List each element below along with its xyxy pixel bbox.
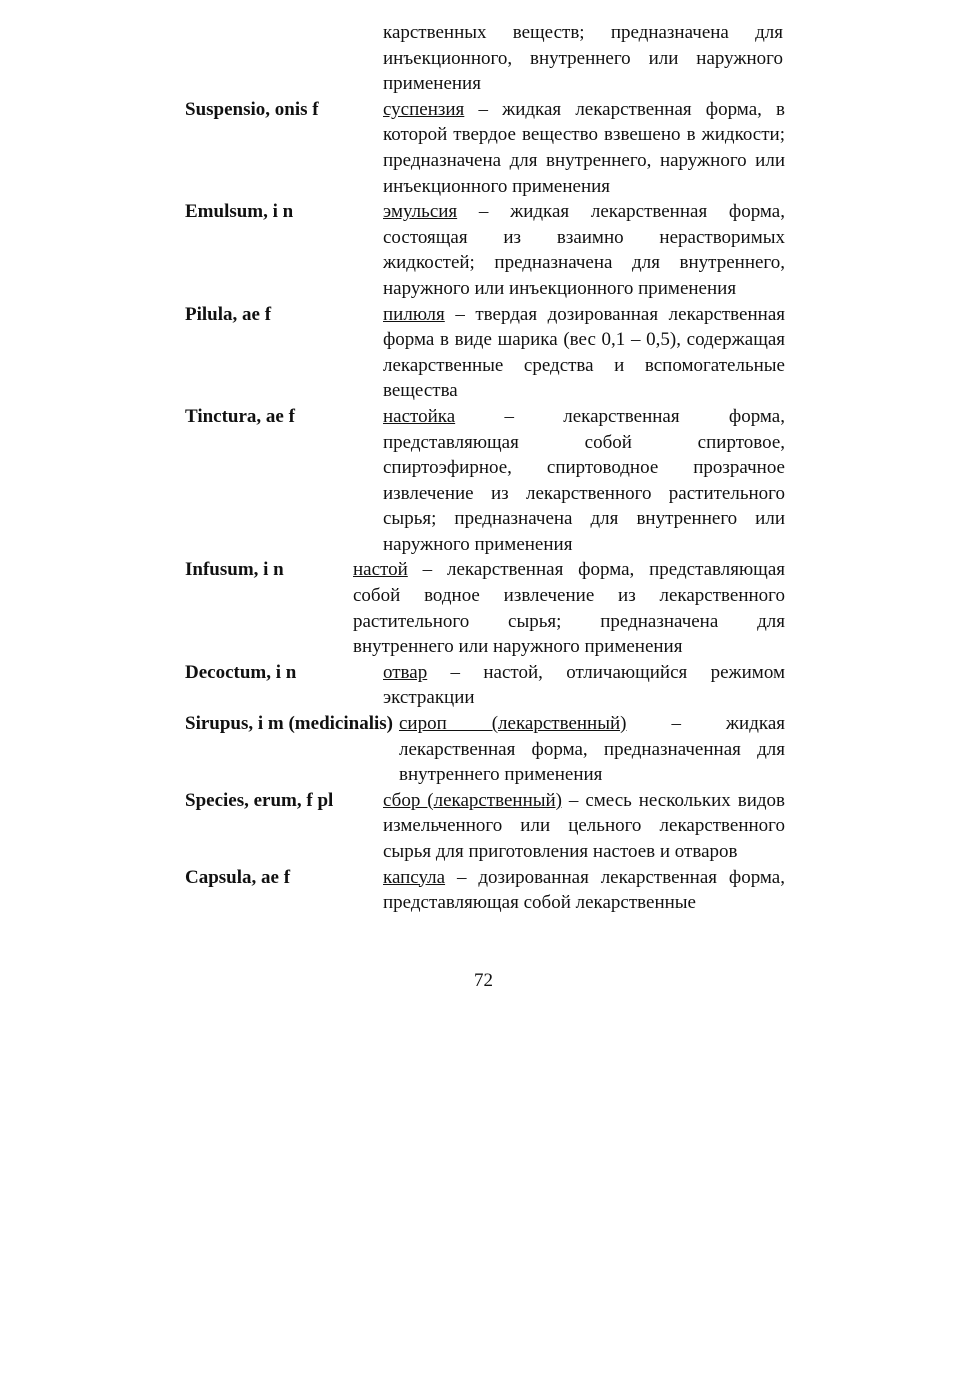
entry-headword: суспензия: [383, 98, 465, 120]
entry-definition: [399, 711, 785, 788]
entry-definition: [383, 97, 785, 199]
entry-term: Emulsum, i n: [185, 201, 294, 223]
dictionary-page: [185, 20, 785, 916]
entry-definition-text: – твердая дозированная лекарственная форма в виде шарика (вес 0,1 – 0,5), содержащая лекарственные средства и вспомогательные вещества: [383, 303, 785, 402]
entry-definition-text: – дозированная лекарственная форма, представляющая собой лекарственные: [383, 866, 785, 914]
entry-headword: пилюля: [383, 303, 445, 325]
entry-definition-text: – жидкая лекарственная форма, предназначенная для внутреннего применения: [398, 713, 786, 786]
continuation-text: карственных веществ; предназначена для инъекционного, внутреннего или наружного применения: [383, 22, 783, 95]
entry-headword: эмульсия: [383, 201, 458, 223]
entry-headword: сбор (лекарственный): [383, 789, 562, 811]
entry-definition-text: – жидкая лекарственная форма, состоящая из взаимно нерастворимых жидкостей; предназначена для внутреннего, наружного или инъекционного применения: [383, 201, 785, 299]
entry-suspensio: [185, 97, 785, 199]
entry-tinctura: [185, 404, 785, 558]
entry-definition: [383, 865, 785, 916]
entry-species: [185, 788, 785, 865]
entry-term: Suspensio, onis f: [185, 98, 319, 120]
entry-term: Tinctura, ae f: [185, 405, 295, 427]
entry-term: Pilula, ae f: [185, 303, 272, 325]
entry-headword: настой: [353, 559, 408, 581]
entry-headword: настойка: [383, 405, 456, 427]
entry-term: Sirupus, i m (medicinalis): [185, 713, 393, 735]
entry-decoctum: [185, 660, 785, 711]
entry-capsula: [185, 865, 785, 916]
entry-definition: [383, 302, 785, 404]
entry-headword: сироп (лекарственный): [398, 713, 627, 735]
entry-definition-text: – жидкая лекарственная форма, в которой твердое вещество взвешено в жидкости; предназначена для внутреннего, наружного или инъекционного применения: [383, 98, 785, 197]
entry-definition: [353, 557, 785, 659]
entry-emulsum: [185, 199, 785, 301]
entry-definition: [383, 660, 785, 711]
entry-definition-text: – смесь нескольких видов измельченного или цельного лекарственного сырья для приготовления настоев и отваров: [383, 789, 785, 862]
entry-infusum: [185, 557, 785, 659]
entry-definition-text: – настой, отличающийся режимом экстракции: [383, 661, 785, 709]
entry-headword: отвар: [383, 661, 428, 683]
entry-term: Capsula, ae f: [185, 866, 291, 888]
entry-term: Decoctum, i n: [185, 661, 297, 683]
entry-headword: капсула: [383, 866, 446, 888]
entry-sirupus: [185, 711, 785, 788]
entry-pilula: [185, 302, 785, 404]
entry-definition-text: – лекарственная форма, представляющая собой водное извлечение из лекарственного растительного сырья; предназначена для внутреннего или наружного применения: [353, 559, 785, 658]
entry-definition: [383, 788, 785, 865]
entry-definition: [383, 199, 785, 301]
entry-definition: [383, 404, 785, 558]
entry-definition-text: – лекарственная форма, представляющая собой спиртовое, спиртоэфирное, спиртоводное прозрачное извлечение из лекарственного растительного сырья; предназначена для внутреннего или наружного применения: [383, 405, 785, 555]
entry-term: Infusum, i n: [185, 559, 284, 581]
entry-term: Species, erum, f pl: [185, 789, 334, 811]
page-number: 72: [474, 970, 493, 991]
